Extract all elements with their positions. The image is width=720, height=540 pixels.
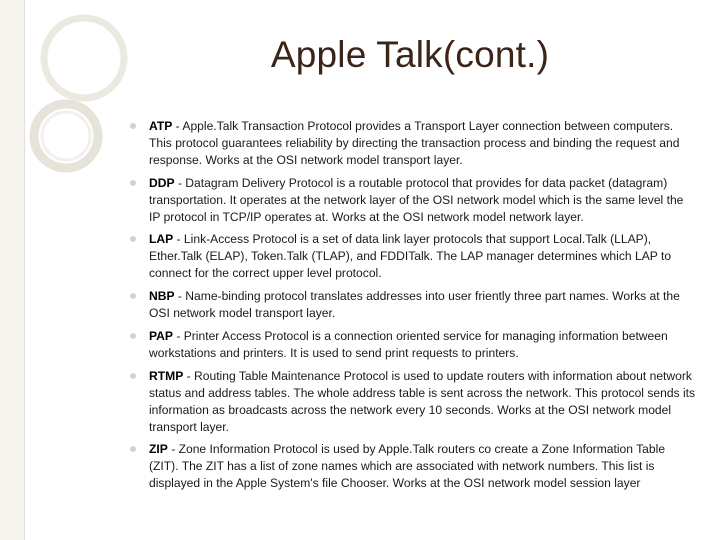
protocol-description: - Printer Access Protocol is a connection oriented service for managing information between workstations and printers. It is used to send print requests to printers. xyxy=(149,328,668,360)
protocol-term: LAP xyxy=(149,232,174,247)
protocol-description: - Zone Information Protocol is used by Apple.Talk routers co create a Zone Information Table (ZIT). The ZIT has a list of zone names which are associated with network numbers. This list is displayed in the Apple System's file Chooser. Works at the OSI network model session layer xyxy=(149,442,666,491)
protocol-description: - Routing Table Maintenance Protocol is used to update routers with information about network status and address tables. The whole address table is sent across the network. This protocol sends its information as broadcasts across the network every 10 seconds. Works at the OSI network model transport layer. xyxy=(149,368,696,434)
ring-accent xyxy=(42,112,90,160)
small-ring xyxy=(34,104,98,168)
bullet-icon xyxy=(130,180,136,186)
protocol-term: PAP xyxy=(149,328,173,343)
bullet-icon xyxy=(130,293,136,299)
bullet-icon xyxy=(130,123,136,129)
large-ring xyxy=(44,18,124,98)
decorative-rings xyxy=(0,0,150,220)
bullet-icon xyxy=(130,373,136,379)
list-item-lap xyxy=(130,231,696,282)
list-item-nbp xyxy=(130,288,696,322)
list-item-atp xyxy=(130,118,696,169)
protocol-description: - Datagram Delivery Protocol is a routable protocol that provides for data packet (datagram) transportation. It operates at the network layer of the OSI network model which is the same level the IP protocol in TCP/IP operates at. Works at the OSI network model network layer. xyxy=(149,175,684,224)
protocol-term: ZIP xyxy=(149,442,168,457)
bullet-icon xyxy=(130,236,136,242)
slide-title: Apple Talk(cont.) xyxy=(270,34,550,75)
bullet-icon xyxy=(130,333,136,339)
list-item-rtmp xyxy=(130,368,696,436)
protocol-description: - Apple.Talk Transaction Protocol provides a Transport Layer connection between computers. This protocol guarantees reliability by directing the transaction process and binding the request and response. Works at the OSI network model transport layer. xyxy=(149,119,680,167)
protocol-term: RTMP xyxy=(149,368,184,383)
list-item-pap xyxy=(130,328,696,362)
protocol-description: - Link-Access Protocol is a set of data link layer protocols that support Local.Talk (LLAP), Ether.Talk (ELAP), Token.Talk (TLAP), and FDDITalk. The LAP manager determines which LAP to connect for the correct upper level protocol. xyxy=(149,232,672,281)
list-item-zip xyxy=(130,441,696,492)
protocol-term: NBP xyxy=(149,289,175,304)
list-item-ddp xyxy=(130,175,696,226)
protocol-list xyxy=(130,118,696,498)
protocol-term: DDP xyxy=(149,175,175,190)
protocol-description: - Name-binding protocol translates addresses into user friently three part names. Works at the OSI network model transport layer. xyxy=(149,289,680,321)
bullet-icon xyxy=(130,446,136,452)
protocol-term: ATP xyxy=(149,119,173,133)
